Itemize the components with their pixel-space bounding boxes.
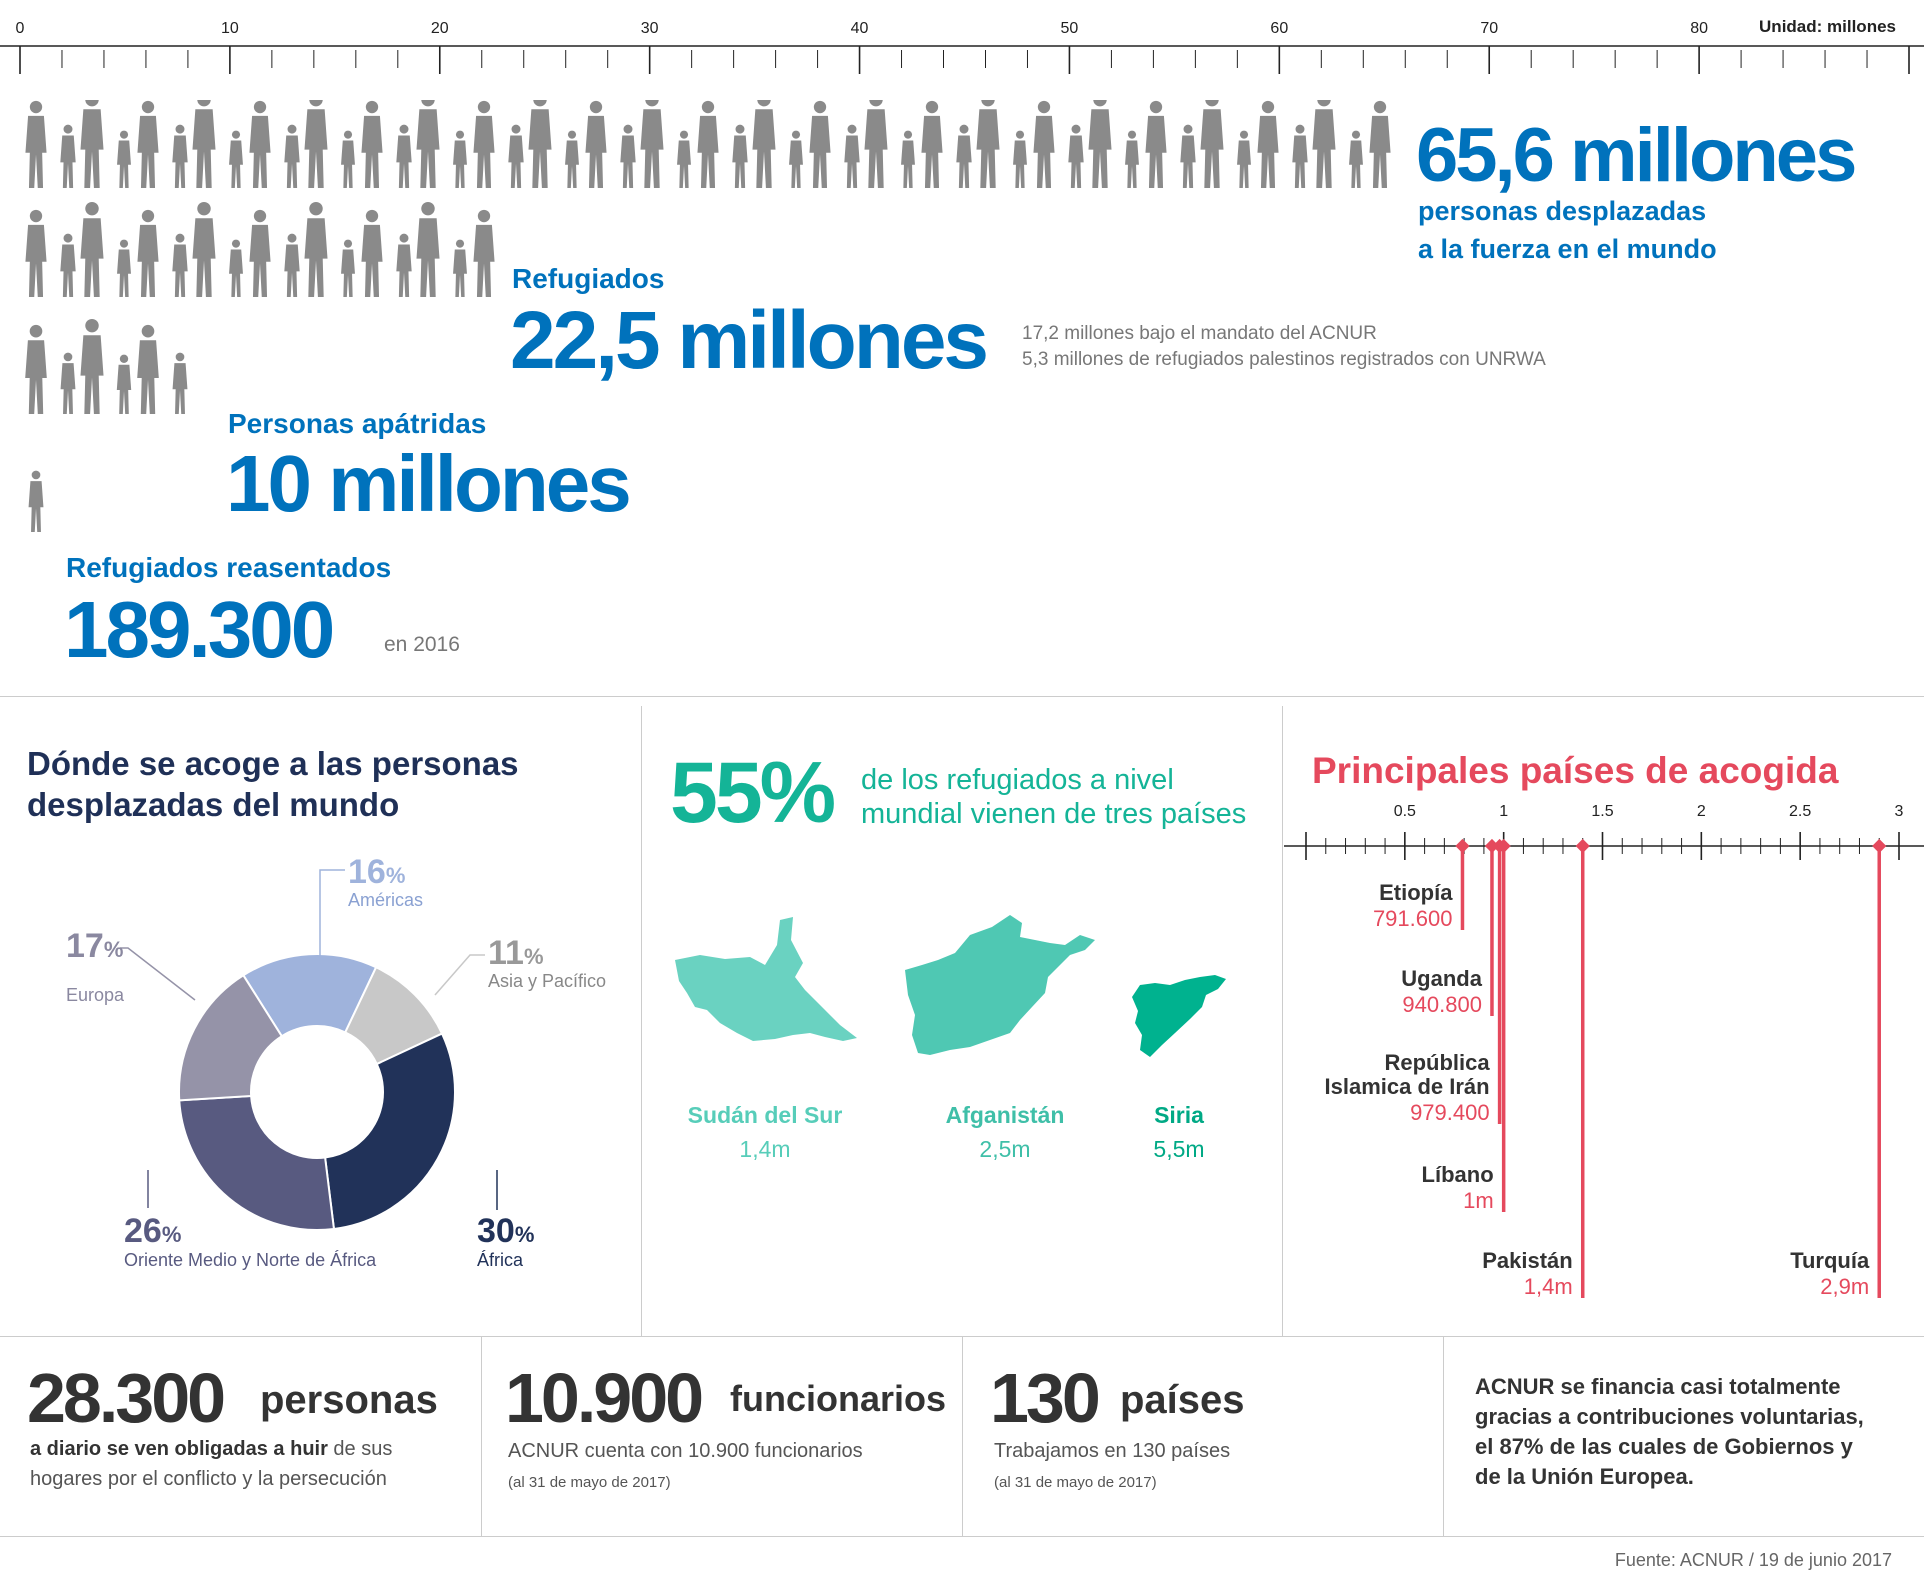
silhouette-row-total	[172, 125, 187, 188]
syria-map	[1130, 975, 1230, 1065]
silhouette-row-refugees	[361, 210, 382, 297]
silhouette-resettled	[29, 471, 44, 532]
headline-line2: a la fuerza en el mundo	[1418, 234, 1717, 264]
origin-country-2-value: 2,5m	[979, 1136, 1031, 1162]
silhouette-row-total	[60, 125, 75, 188]
refugees-label: Refugiados	[512, 263, 665, 294]
headline-line1: personas desplazadas	[1418, 196, 1707, 226]
resettled-note: en 2016	[384, 633, 460, 656]
silhouette-row-refugees	[60, 234, 75, 297]
silhouette-row-total	[1369, 101, 1390, 188]
regions-title-line2: desplazadas del mundo	[27, 786, 400, 823]
silhouette-row-total	[284, 125, 299, 188]
host-country-value-5: 2,9m	[1820, 1274, 1870, 1299]
host-axis-tick-label: 3	[1894, 803, 1904, 820]
silhouette-row-total	[137, 101, 158, 188]
donut-pct-label-4: 17%	[66, 927, 124, 965]
origin-country-1-name: Sudán del Sur	[687, 1102, 843, 1128]
source-text: Fuente: ACNUR / 19 de junio 2017	[1614, 1550, 1892, 1570]
silhouette-row-total	[1257, 101, 1278, 188]
silhouette-row-total	[473, 101, 494, 188]
headline-value: 65,6 millones	[1416, 113, 1855, 198]
divider-h3	[0, 1536, 1924, 1537]
silhouette-row-total	[1145, 101, 1166, 188]
silhouette-row-total	[117, 131, 131, 188]
silhouette-row-total	[25, 101, 46, 188]
stat-3-value: 130	[990, 1359, 1098, 1437]
host-axis-tick-label: 2	[1696, 803, 1706, 820]
host-country-name-5: Turquía	[1790, 1248, 1870, 1273]
donut-region-label-0: Américas	[348, 890, 424, 910]
donut-pct-label-2: 30%	[477, 1212, 535, 1250]
donut-region-label-2: África	[477, 1250, 524, 1270]
host-country-value-1: 940.800	[1402, 992, 1482, 1017]
silhouette-row-total	[453, 131, 467, 188]
silhouette-row-total	[249, 101, 270, 188]
regions-title-line1: Dónde se acoge a las personas	[27, 745, 519, 782]
donut-region-label-1: Asia y Pacífico	[488, 971, 607, 991]
silhouette-row-total	[1068, 125, 1083, 188]
stat-2-small: (al 31 de mayo de 2017)	[508, 1474, 671, 1491]
silhouette-row-total	[508, 125, 523, 188]
stateless-label: Personas apátridas	[228, 408, 487, 439]
top-scale-tick-label: 40	[850, 20, 869, 37]
silhouette-row-total	[956, 125, 971, 188]
funding-line3: el 87% de las cuales de Gobiernos y	[1475, 1434, 1853, 1459]
silhouette-row-total	[789, 131, 803, 188]
silhouette-row-total	[1033, 101, 1054, 188]
origin-text-line2: mundial vienen de tres países	[861, 798, 1247, 830]
host-point-4	[1576, 839, 1590, 853]
funding-line2: gracias a contribuciones voluntarias,	[1475, 1404, 1864, 1429]
silhouette-row-refugees	[473, 210, 494, 297]
stat-1-text	[30, 1438, 392, 1461]
silhouette-row-total	[1013, 131, 1027, 188]
top-scale-tick-label: 50	[1060, 20, 1079, 37]
origin-country-2-name: Afganistán	[945, 1102, 1065, 1128]
silhouette-row-refugees	[192, 202, 215, 297]
silhouette-row-refugees	[137, 210, 158, 297]
silhouette-row-total	[752, 100, 775, 188]
silhouette-row-refugees	[249, 210, 270, 297]
origin-text-line1: de los refugiados a nivel	[861, 764, 1174, 796]
silhouette-row-total	[864, 100, 887, 188]
stat-1-bold-text: a diario se ven obligadas a huir	[30, 1438, 328, 1460]
silhouette-row-refugees	[80, 202, 103, 297]
regions-donut-chart	[0, 840, 640, 1300]
divider-h1	[0, 696, 1924, 697]
donut-slice-3	[179, 1096, 334, 1230]
host-chart-title: Principales países de acogida	[1312, 750, 1839, 791]
silhouette-row-total	[921, 101, 942, 188]
top-scale-tick-label: 10	[220, 20, 239, 37]
host-country-name-1: Uganda	[1401, 966, 1482, 991]
silhouette-row-stateless	[137, 325, 159, 414]
silhouette-row-refugees	[341, 240, 355, 297]
silhouette-row-total	[976, 100, 999, 188]
stat-1-text2: hogares por el conflicto y la persecución	[30, 1468, 387, 1490]
donut-leader-4	[120, 948, 195, 1000]
south-sudan-map	[665, 915, 865, 1065]
host-country-value-0: 791.600	[1372, 906, 1453, 931]
top-scale-tick-label: 20	[430, 20, 449, 37]
silhouette-row-refugees	[284, 234, 299, 297]
unit-label: Unidad: millones	[1759, 17, 1896, 36]
refugees-note1: 17,2 millones bajo el mandato del ACNUR	[1022, 323, 1377, 344]
silhouette-row-refugees	[453, 240, 467, 297]
silhouette-row-total	[585, 101, 606, 188]
resettled-label: Refugiados reasentados	[66, 552, 392, 583]
stat-2-text: ACNUR cuenta con 10.900 funcionarios	[508, 1440, 863, 1462]
divider-v2	[1282, 706, 1283, 1336]
host-country-name-2: República	[1384, 1050, 1490, 1075]
top-scale	[0, 0, 1924, 80]
silhouette-row-total	[1125, 131, 1139, 188]
divider-v1	[641, 706, 642, 1336]
donut-leader-0	[320, 870, 345, 963]
silhouette-row-total	[565, 131, 579, 188]
silhouette-row-refugees	[416, 202, 439, 297]
stat-3-unit: países	[1120, 1378, 1245, 1422]
silhouette-row-total	[229, 131, 243, 188]
stat-2-value: 10.900	[505, 1359, 702, 1437]
host-axis-tick-label: 0.5	[1393, 803, 1416, 820]
silhouette-row-stateless	[173, 353, 188, 414]
silhouette-row-total	[1292, 125, 1307, 188]
stat-1-unit: personas	[260, 1378, 438, 1422]
silhouette-row-total	[640, 100, 663, 188]
origin-value: 55%	[670, 745, 834, 841]
origin-country-3-value: 5,5m	[1153, 1136, 1205, 1162]
silhouette-row-total	[1180, 125, 1195, 188]
silhouette-row-total	[1349, 131, 1363, 188]
silhouette-row-stateless	[80, 319, 103, 414]
silhouette-row-total	[844, 125, 859, 188]
top-scale-tick-label: 70	[1480, 20, 1499, 37]
silhouette-row-total	[1312, 100, 1335, 188]
refugees-note2: 5,3 millones de refugiados palestinos registrados con UNRWA	[1022, 349, 1546, 370]
silhouette-row-refugees	[229, 240, 243, 297]
silhouette-row-total	[80, 100, 103, 188]
top-scale-tick-label: 30	[640, 20, 659, 37]
silhouette-row-total	[677, 131, 691, 188]
stateless-value: 10 millones	[226, 439, 629, 528]
silhouette-row-total	[192, 100, 215, 188]
afghanistan-map	[900, 915, 1110, 1065]
donut-leader-1	[435, 955, 485, 995]
host-country-name-0: Etiopía	[1379, 880, 1453, 905]
stat-1-text-tail: de sus	[327, 1438, 393, 1460]
silhouette-row-total	[341, 131, 355, 188]
host-country-name-3: Líbano	[1421, 1162, 1494, 1187]
silhouette-row-total	[416, 100, 439, 188]
top-scale-tick-label: 80	[1690, 20, 1709, 37]
silhouette-row-refugees	[117, 240, 131, 297]
silhouette-row-refugees	[25, 210, 46, 297]
donut-slice-2	[325, 1034, 455, 1229]
stat-3-small: (al 31 de mayo de 2017)	[994, 1474, 1157, 1491]
donut-pct-label-0: 16%	[348, 853, 406, 891]
donut-pct-label-1: 11%	[488, 934, 544, 972]
host-country-name-2: Islamica de Irán	[1324, 1074, 1490, 1099]
donut-pct-label-3: 26%	[124, 1212, 182, 1250]
silhouette-row-total	[901, 131, 915, 188]
silhouette-row-total	[732, 125, 747, 188]
stat-3-text: Trabajamos en 130 países	[994, 1440, 1231, 1462]
origin-country-1-value: 1,4m	[739, 1136, 791, 1162]
funding-line1: ACNUR se financia casi totalmente	[1475, 1374, 1841, 1399]
silhouette-row-total	[528, 100, 551, 188]
silhouette-row-total	[361, 101, 382, 188]
silhouette-row-total	[304, 100, 327, 188]
refugees-value: 22,5 millones	[510, 295, 987, 386]
origin-country-3-name: Siria	[1154, 1102, 1204, 1128]
silhouette-row-refugees	[172, 234, 187, 297]
host-point-5	[1872, 839, 1886, 853]
silhouette-row-total	[396, 125, 411, 188]
resettled-value: 189.300	[64, 585, 333, 674]
host-country-value-3: 1m	[1463, 1188, 1494, 1213]
silhouette-row-stateless	[117, 355, 131, 414]
silhouette-row-total	[1237, 131, 1251, 188]
host-country-value-4: 1,4m	[1523, 1274, 1573, 1299]
silhouette-row-total	[809, 101, 830, 188]
host-axis-tick-label: 1	[1499, 803, 1509, 820]
host-point-0	[1455, 839, 1469, 853]
silhouette-row-total	[1088, 100, 1111, 188]
silhouette-row-stateless	[61, 353, 76, 414]
divider-v5	[1443, 1336, 1444, 1536]
silhouette-row-stateless	[25, 325, 47, 414]
silhouette-row-total	[620, 125, 635, 188]
silhouette-row-refugees	[396, 234, 411, 297]
host-countries-chart	[1284, 790, 1924, 1330]
funding-line4: de la Unión Europea.	[1475, 1464, 1694, 1489]
donut-region-label-3: Oriente Medio y Norte de África	[124, 1250, 377, 1270]
divider-v4	[962, 1336, 963, 1536]
stat-2-unit: funcionarios	[730, 1378, 947, 1419]
stat-1-value: 28.300	[27, 1359, 224, 1437]
donut-region-label-4: Europa	[66, 985, 125, 1005]
top-scale-tick-label: 0	[15, 20, 25, 37]
silhouette-row-total	[1200, 100, 1223, 188]
host-axis-tick-label: 1.5	[1591, 803, 1614, 820]
host-country-value-2: 979.400	[1410, 1100, 1490, 1125]
host-country-name-4: Pakistán	[1482, 1248, 1573, 1273]
silhouette-row-refugees	[304, 202, 327, 297]
divider-v3	[481, 1336, 482, 1536]
silhouette-row-total	[697, 101, 718, 188]
host-axis-tick-label: 2.5	[1789, 803, 1812, 820]
top-scale-tick-label: 60	[1270, 20, 1289, 37]
